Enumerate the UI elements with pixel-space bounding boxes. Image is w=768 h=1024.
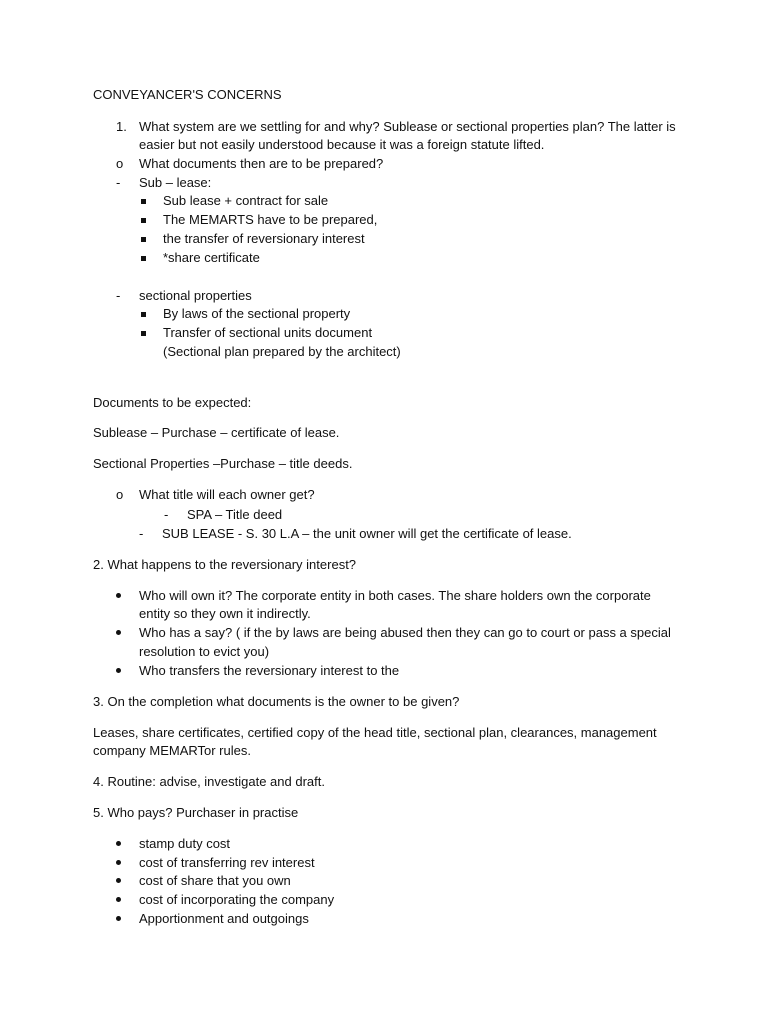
list-item: Who will own it? The corporate entity in both cases. The share holders own the corporate xyxy=(139,588,651,603)
sectional-purchase-line: Sectional Properties –Purchase – title deeds. xyxy=(93,456,353,471)
question-3: 3. On the completion what documents is the owner to be given? xyxy=(93,694,460,709)
spa-line: SPA – Title deed xyxy=(187,507,283,522)
documents-expected-heading: Documents to be expected: xyxy=(93,395,252,410)
round-bullet-icon xyxy=(116,897,121,902)
list-item: Who transfers the reversionary interest to the xyxy=(139,663,400,678)
question-4: 4. Routine: advise, investigate and draft. xyxy=(93,774,325,789)
square-bullet-icon xyxy=(141,331,146,336)
list-item-continuation: resolution to evict you) xyxy=(139,644,270,659)
list-item: cost of incorporating the company xyxy=(139,892,335,907)
list-item: Apportionment and outgoings xyxy=(139,911,309,926)
list-item: The MEMARTS have to be prepared, xyxy=(163,212,378,227)
round-bullet-icon xyxy=(116,916,121,921)
list-number: 1. xyxy=(116,119,127,134)
sublease-s30-line: SUB LEASE - S. 30 L.A – the unit owner will get the certificate of lease. xyxy=(162,526,572,541)
sectional-heading: sectional properties xyxy=(139,288,252,303)
question-1-line-2: easier but not easily understood because it was a foreign statute lifted. xyxy=(139,137,545,152)
square-bullet-icon xyxy=(141,199,146,204)
round-bullet-icon xyxy=(116,668,121,673)
list-item: Who has a say? ( if the by laws are being abused then they can go to court or pass a special xyxy=(139,625,671,640)
square-bullet-icon xyxy=(141,256,146,261)
document-title: CONVEYANCER'S CONCERNS xyxy=(93,87,282,102)
list-marker-dash: - xyxy=(139,526,144,541)
title-question: What title will each owner get? xyxy=(139,487,315,502)
round-bullet-icon xyxy=(116,630,121,635)
list-item: Sub lease + contract for sale xyxy=(163,193,329,208)
list-item: *share certificate xyxy=(163,250,260,265)
documents-prepared-question: What documents then are to be prepared? xyxy=(139,156,384,171)
square-bullet-icon xyxy=(141,218,146,223)
round-bullet-icon xyxy=(116,860,121,865)
list-item: By laws of the sectional property xyxy=(163,306,351,321)
list-item: Transfer of sectional units document xyxy=(163,325,373,340)
square-bullet-icon xyxy=(141,312,146,317)
list-marker-o: o xyxy=(116,487,124,502)
round-bullet-icon xyxy=(116,841,121,846)
question-3-answer-line-1: Leases, share certificates, certified copy of the head title, sectional plan, clearances, management xyxy=(93,725,657,740)
list-item-continuation: entity so they own it indirectly. xyxy=(139,606,311,621)
list-item: cost of transferring rev interest xyxy=(139,855,315,870)
question-5: 5. Who pays? Purchaser in practise xyxy=(93,805,299,820)
sectional-note: (Sectional plan prepared by the architect) xyxy=(163,344,401,359)
list-marker-dash: - xyxy=(116,288,121,303)
sublease-heading: Sub – lease: xyxy=(139,175,212,190)
list-item: the transfer of reversionary interest xyxy=(163,231,365,246)
list-marker-o: o xyxy=(116,156,124,171)
question-1-line-1: What system are we settling for and why? Sublease or sectional properties plan? The latter is xyxy=(139,119,676,134)
sublease-purchase-line: Sublease – Purchase – certificate of lease. xyxy=(93,425,340,440)
question-3-answer-line-2: company MEMARTor rules. xyxy=(93,743,251,758)
list-marker-dash: - xyxy=(164,507,169,522)
list-item: cost of share that you own xyxy=(139,873,291,888)
list-marker-dash: - xyxy=(116,175,121,190)
question-2: 2. What happens to the reversionary interest? xyxy=(93,557,357,572)
square-bullet-icon xyxy=(141,237,146,242)
list-item: stamp duty cost xyxy=(139,836,231,851)
round-bullet-icon xyxy=(116,593,121,598)
round-bullet-icon xyxy=(116,878,121,883)
